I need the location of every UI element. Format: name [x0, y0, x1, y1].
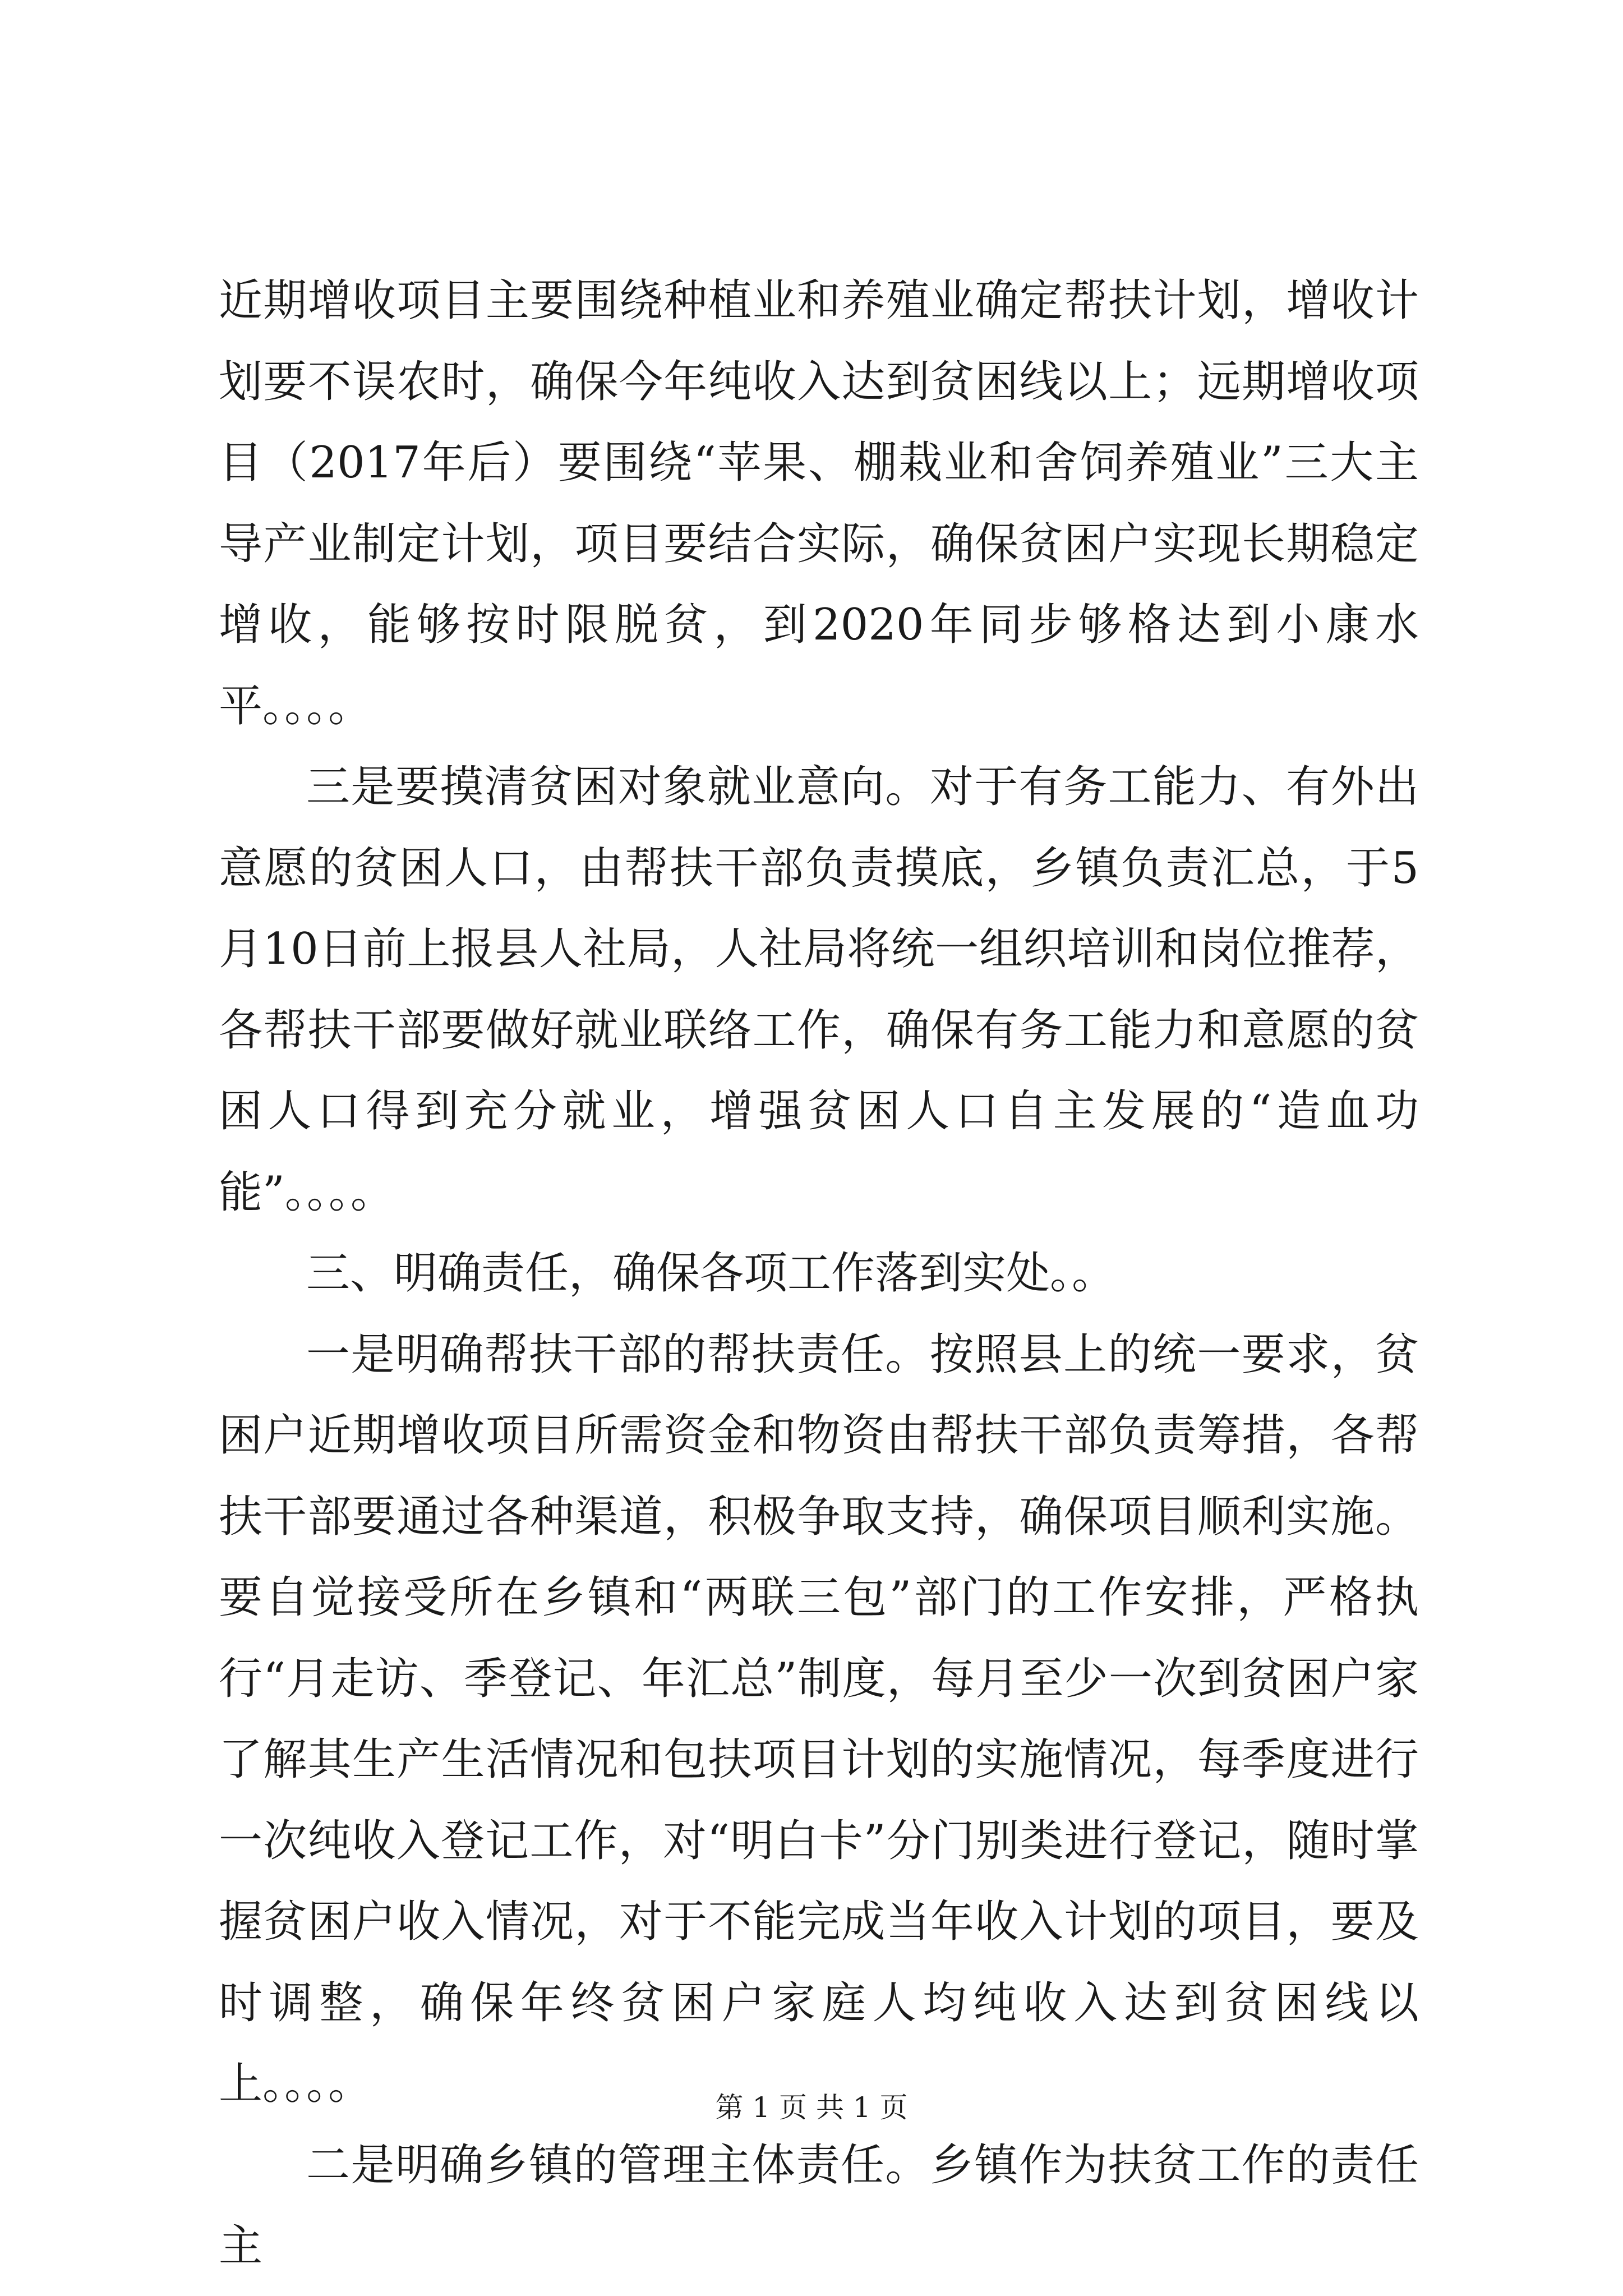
paragraph-3: 一是明确帮扶干部的帮扶责任。按照县上的统一要求，贫困户近期增收项目所需资金和物资由帮扶干部负责筹措，各帮扶干部要通过各种渠道，积极争取支持，确保项目顺利实施。要自觉接受所在乡镇和“两联三包”部门的工作安排，严格执行“月走访、季登记、年汇总”制度，每月至少一次到贫困户家了解其生产生活情况和包扶项目计划的实施情况，每季度进行一次纯收入登记工作，对“明白卡”分门别类进行登记，随时掌握贫困户收入情况，对于不能完成当年收入计划的项目，要及时调整，确保年终贫困户家庭人均纯收入达到贫困线以上。。。。: [219, 1329, 1419, 2109]
page-number-footer: 第 1 页 共 1 页: [715, 2091, 908, 2124]
section-heading: 三、明确责任，确保各项工作落到实处。。: [306, 1248, 1116, 1299]
paragraph-4: 二是明确乡镇的管理主体责任。乡镇作为扶贫工作的责任主: [219, 2139, 1419, 2271]
paragraph-2: 三是要摸清贫困对象就业意向。对于有务工能力、有外出意愿的贫困人口，由帮扶干部负责摸底，乡镇负责汇总，于5月10日前上报县人社局，人社局将统一组织培训和岗位推荐，各帮扶干部要做好就业联络工作，确保有务工能力和意愿的贫困人口得到充分就业，增强贫困人口自主发展的“造血功能”。。。。: [219, 762, 1419, 1218]
document-body: [219, 260, 1419, 2287]
paragraph-1: 近期增收项目主要围绕种植业和养殖业确定帮扶计划，增收计划要不误农时，确保今年纯收入达到贫困线以上；远期增收项目（2017年后）要围绕“苹果、棚栽业和舍饲养殖业”三大主导产业制定计划，项目要结合实际，确保贫困户实现长期稳定增收，能够按时限脱贫，到2020年同步够格达到小康水平。。。。: [219, 275, 1419, 731]
